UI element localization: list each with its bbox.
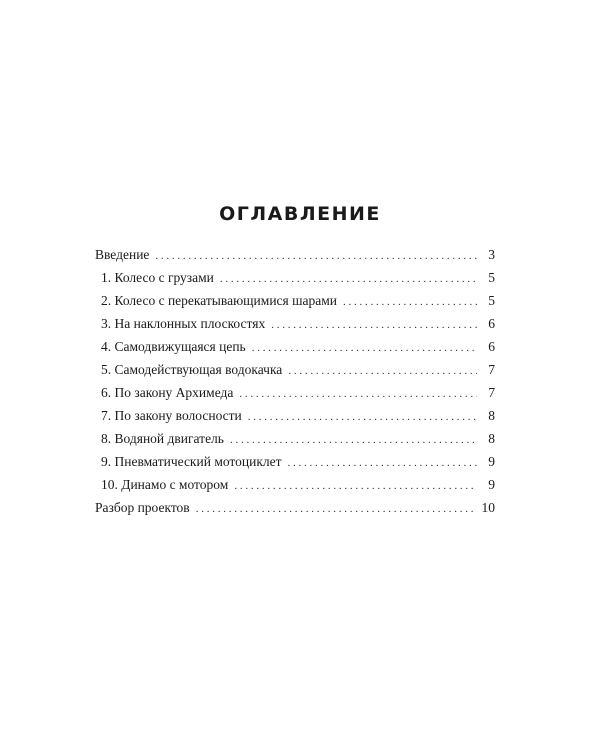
toc-entry-label: 10. Динамо с мотором	[101, 477, 229, 492]
toc-entry-2[interactable]	[95, 289, 495, 312]
toc-entry-10[interactable]	[95, 473, 495, 496]
toc-entry-page: 5	[488, 293, 495, 308]
toc-entry-7[interactable]	[95, 404, 495, 427]
dot-leader	[271, 314, 477, 337]
dot-leader	[248, 406, 477, 429]
toc-entry-label: 2. Колесо с перекатывающимися шарами	[101, 293, 338, 308]
toc-entry-label: 7. По закону волосности	[101, 408, 242, 423]
toc-entry-label: Введение	[95, 247, 150, 262]
toc-entry-1[interactable]	[95, 266, 495, 289]
toc-entry-label: 1. Колесо с грузами	[101, 270, 214, 285]
toc-entry-page: 5	[488, 270, 495, 285]
dot-leader	[288, 452, 477, 475]
toc-entry-page: 6	[488, 316, 495, 331]
dot-leader	[196, 498, 477, 521]
toc-entry-page: 7	[488, 362, 495, 377]
dot-leader	[155, 245, 477, 268]
toc-entry-6[interactable]	[95, 381, 495, 404]
dot-leader	[230, 429, 477, 452]
toc-entry-label: Разбор проектов	[95, 500, 190, 515]
toc-entry-introduction[interactable]	[95, 243, 495, 266]
toc-entry-4[interactable]	[95, 335, 495, 358]
dot-leader	[220, 268, 477, 291]
toc-entry-page: 7	[488, 385, 495, 400]
toc-entry-label: 3. На наклонных плоскостях	[101, 316, 266, 331]
toc-entry-3[interactable]	[95, 312, 495, 335]
toc-entry-page: 9	[488, 454, 495, 469]
toc-entry-project-review[interactable]	[95, 496, 495, 519]
toc-entry-label: 9. Пневматический мотоциклет	[101, 454, 282, 469]
toc-entry-label: 6. По закону Архимеда	[101, 385, 234, 400]
dot-leader	[234, 475, 477, 498]
toc-entry-label: 5. Самодействующая водокачка	[101, 362, 283, 377]
toc-entry-5[interactable]	[95, 358, 495, 381]
toc-entry-page: 10	[481, 500, 495, 515]
dot-leader	[343, 291, 477, 314]
toc-entry-label: 8. Водяной двигатель	[101, 431, 224, 446]
table-of-contents	[95, 243, 495, 519]
toc-entry-page: 8	[488, 408, 495, 423]
toc-entry-page: 9	[488, 477, 495, 492]
dot-leader	[288, 360, 477, 383]
toc-entry-8[interactable]	[95, 427, 495, 450]
page-title: ОГЛАВЛЕНИЕ	[219, 203, 381, 225]
toc-entry-label: 4. Самодвижущаяся цепь	[101, 339, 246, 354]
toc-entry-page: 3	[488, 247, 495, 262]
dot-leader	[239, 383, 477, 406]
toc-entry-9[interactable]	[95, 450, 495, 473]
toc-entry-page: 8	[488, 431, 495, 446]
toc-entry-page: 6	[488, 339, 495, 354]
dot-leader	[252, 337, 477, 360]
